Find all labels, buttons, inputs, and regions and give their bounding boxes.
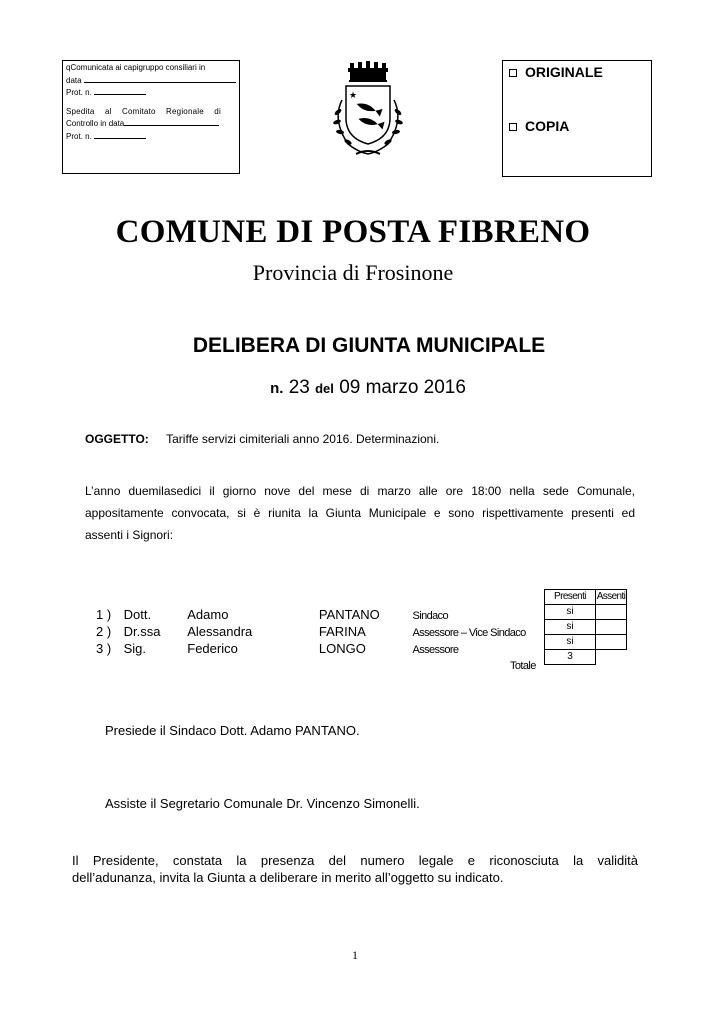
blank-line: [94, 130, 146, 139]
registration-box: [62, 60, 240, 174]
absent-cell: [596, 635, 627, 650]
intro-paragraph: L’anno duemilasedici il giorno nove del mese di marzo alle ore 18:00 nella sede Comunale, appositamente convocata, si è riunita la Giunta Municipale e sono rispettivamente presenti ed assenti i Signori:: [85, 484, 635, 542]
blank-line: [84, 74, 236, 83]
page-number: 1: [352, 948, 358, 962]
closing-paragraph: Il Presidente, constata la presenza del numero legale e riconosciuta la validità dell’adunanza, invita la Giunta a deliberare in merito all’oggetto su indicato.: [72, 853, 638, 885]
absent-cell: [596, 620, 627, 635]
province-subtitle: Provincia di Frosinone: [252, 260, 454, 285]
present-header: Presenti: [545, 590, 596, 605]
document-number: n. 23 del 09 marzo 2016: [270, 377, 466, 398]
registration-line-3: Prot. n.: [66, 88, 92, 97]
assists-line: Assiste il Segretario Comunale Dr. Vincenzo Simonelli.: [105, 796, 420, 811]
blank-line: [94, 86, 146, 95]
attendance-table: [544, 589, 627, 665]
svg-text:★: ★: [349, 91, 358, 101]
subject-label: OGGETTO:: [85, 432, 149, 446]
present-cell: si: [545, 620, 596, 635]
subject-text: Tariffe servizi cimiteriali anno 2016. Determinazioni.: [166, 432, 440, 446]
copy-label: COPIA: [525, 118, 570, 134]
registration-line-2: data: [66, 75, 82, 85]
absent-header: Assenti: [596, 590, 627, 605]
total-label: Totale: [510, 660, 536, 672]
checkbox-icon: [509, 69, 517, 77]
document-type: DELIBERA DI GIUNTA MUNICIPALE: [192, 334, 546, 357]
copy-option: [509, 118, 569, 134]
registration-line-1: qComunicata ai capigruppo consiliari in: [66, 63, 206, 72]
blank-line: [124, 117, 219, 126]
member-row: 2 ) Dr.ssa Alessandra FARINA Assessore – Vice Sindaco: [96, 624, 526, 639]
total-present-cell: 3: [545, 650, 596, 665]
subject-line: [85, 432, 439, 446]
original-label: ORIGINALE: [525, 64, 603, 80]
registration-line-5: Controllo in data: [66, 119, 125, 128]
copy-type-box: [502, 60, 652, 177]
registration-line-4: Spedita al Comitato Regionale di: [66, 106, 221, 116]
present-cell: si: [545, 635, 596, 650]
checkbox-icon: [509, 123, 517, 131]
registration-line-6: Prot. n.: [66, 131, 92, 141]
presides-line: Presiede il Sindaco Dott. Adamo PANTANO.: [105, 723, 360, 738]
present-cell: si: [545, 605, 596, 620]
absent-cell: [596, 605, 627, 620]
member-row: 1 ) Dott. Adamo PANTANO Sindaco: [96, 607, 449, 622]
municipality-title: COMUNE DI POSTA FIBRENO: [115, 214, 591, 250]
member-row: 3 ) Sig. Federico LONGO Assessore: [96, 641, 459, 656]
original-option: [509, 64, 603, 80]
coat-of-arms-icon: [322, 60, 414, 162]
